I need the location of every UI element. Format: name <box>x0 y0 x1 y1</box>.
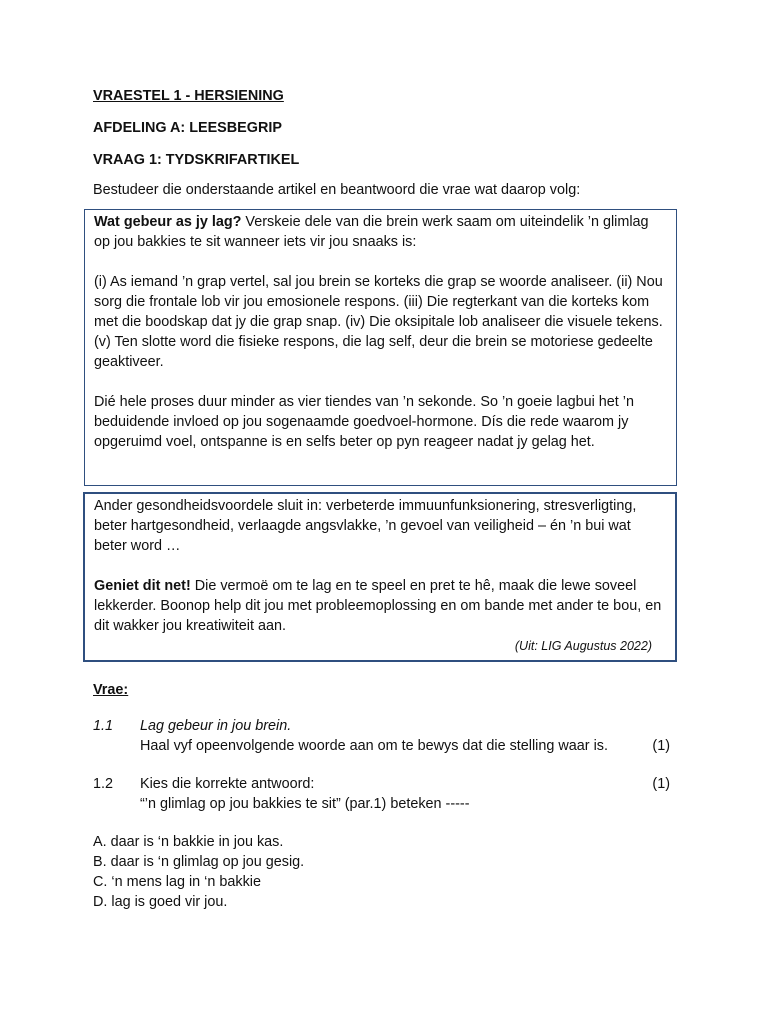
option-a: A. daar is ‘n bakkie in jou kas. <box>93 834 284 850</box>
article-lead-bold: Wat gebeur as jy lag? <box>94 214 242 230</box>
question-statement: Lag gebeur in jou brein. <box>140 718 292 734</box>
article-source: (Uit: LIG Augustus 2022) <box>514 639 652 653</box>
article-paragraph-3: Dié hele proses duur minder as vier tiendes van ’n sekonde. So ’n goeie lagbui het ’n beduidende invloed op jou sogenaamde goedvoel-hormone. Dís die rede waarom jy opgeruimd voel, ontspanne is en selfs beter op pyn reageer nadat jy gelag het. <box>94 394 634 450</box>
questions-heading: Vrae: <box>93 682 129 698</box>
article-box-1 <box>84 209 677 486</box>
question-1-1 <box>93 716 670 756</box>
option-c: C. ‘n mens lag in ‘n bakkie <box>93 874 261 890</box>
question-prompt: “’n glimlag op jou bakkies te sit” (par.1) beteken ----- <box>140 796 470 812</box>
article-box-2 <box>83 492 677 662</box>
option-b: B. daar is ‘n glimlag op jou gesig. <box>93 854 305 870</box>
paper-title: VRAESTEL 1 - HERSIENING <box>93 88 284 104</box>
question-text: Haal vyf opeenvolgende woorde aan om te bewys dat die stelling waar is. <box>140 738 608 754</box>
article-paragraph-2: (i) As iemand ’n grap vertel, sal jou brein se korteks die grap se woorde analiseer. (ii) Nou sorg die frontale lob vir jou emosionele respons. (iii) Die regterkant van die korteks kom met die boodskap dat jy die grap snap. (iv) Die oksipitale lob analiseer die visuele tekens. (v) Ten slotte word die fisieke respons, die lag self, deur die brein se motoriese gedeelte geaktiveer. <box>94 274 663 370</box>
question-text: Kies die korrekte antwoord: <box>140 776 315 792</box>
article-paragraph-5 <box>94 576 666 636</box>
answer-options <box>93 832 304 912</box>
option-d: D. lag is goed vir jou. <box>93 894 228 910</box>
question-1-2 <box>93 774 670 814</box>
article-paragraph-1-text: Verskeie dele van die brein werk saam om uiteindelik ’n glimlag op jou bakkies te sit wanneer iets vir jou snaaks is: <box>94 214 649 250</box>
question-number: 1.1 <box>93 718 114 734</box>
article-lead-bold-2: Geniet dit net! <box>94 578 191 594</box>
question-mark: (1) <box>652 738 670 754</box>
article-paragraph-4: Ander gesondheidsvoordele sluit in: verbeterde immuunfunksionering, stresverligting, beter hartgesondheid, verlaagde angsvlakke, ’n gevoel van veiligheid – én ’n bui wat beter word … <box>94 498 637 554</box>
question-heading: VRAAG 1: TYDSKRIFARTIKEL <box>93 152 300 168</box>
question-number: 1.2 <box>93 776 114 792</box>
instruction-text: Bestudeer die onderstaande artikel en beantwoord die vrae wat daarop volg: <box>93 182 581 198</box>
article-paragraph-1 <box>94 212 667 252</box>
article-paragraph-5-text: Die vermoë om te lag en te speel en pret te hê, maak die lewe soveel lekkerder. Boonop help dit jou met probleemoplossing en om bande met ander te bou, en dit wakker jou kreatiwiteit aan. <box>94 578 662 634</box>
question-mark: (1) <box>652 776 670 792</box>
section-heading: AFDELING A: LEESBEGRIP <box>93 120 282 136</box>
